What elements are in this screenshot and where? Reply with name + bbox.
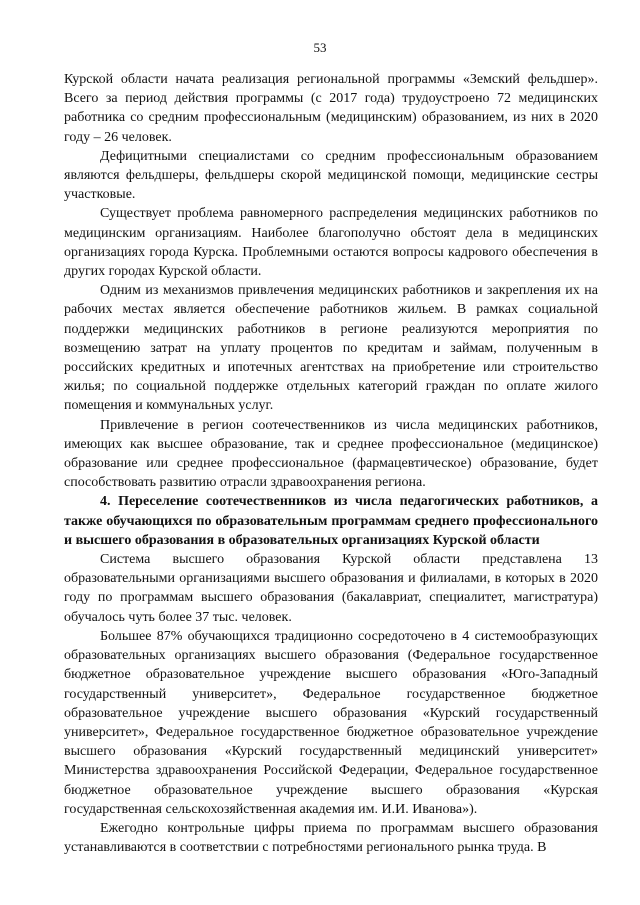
page-number: 53 — [313, 40, 327, 55]
paragraph: Большее 87% обучающихся традиционно сосредоточено в 4 системообразующих образовательных организациях высшего образования (Федеральное государственное бюджетное образовательное учреждение высшего образования «Юго-Западный государственный университет», Федеральное государственное бюджетное образовательное учреждение высшего образования «Курский государственный университет», Федеральное государственное бюджетное образовательное учреждение высшего образования «Курский государственный медицинский университет» Министерства здравоохранения Российской Федерации, Федеральное государственное бюджетное образовательное учреждение высшего образования «Курская государственная сельскохозяйственная академия им. И.И. Иванова»). — [64, 628, 598, 817]
paragraph: Дефицитными специалистами со средним профессиональным образованием являются фельдшеры, фельдшеры скорой медицинской помощи, медицинские сестры участковые. — [64, 148, 598, 203]
paragraph: Одним из механизмов привлечения медицинских работников и закрепления их на рабочих местах является обеспечение работников жильем. В рамках социальной поддержки медицинских работников в регионе реализуются мероприятия по возмещению затрат на уплату процентов по кредитам и займам, полученным в российских кредитных и ипотечных агентствах на приобретение или строительство жилья; по социальной поддержке отдельных категорий граждан по оплате жилого помещения и коммунальных услуг. — [64, 283, 598, 414]
paragraph: Курской области начата реализация региональной программы «Земский фельдшер». Всего за период действия программы (с 2017 года) трудоустроено 72 медицинских работника со средним профессиональным (медицинским) образованием, из них в 2020 году – 26 человек. — [64, 72, 598, 145]
section-heading: 4. Переселение соотечественников из числа педагогических работников, а также обучающихся по образовательным программам среднего профессионального и высшего образования в образовательных организациях Курской области — [64, 494, 598, 548]
paragraph: Система высшего образования Курской области представлена 13 образовательными организациями высшего образования и филиалами, в которых в 2020 году по программам высшего образования (бакалавриат, специалитет, магистратура) обучалось чуть более 37 тыс. человек. — [64, 552, 598, 625]
paragraph: Ежегодно контрольные цифры приема по программам высшего образования устанавливаются в соответствии с потребностями регионального рынка труда. В — [64, 820, 598, 856]
document-body — [64, 70, 598, 857]
paragraph: Привлечение в регион соотечественников из числа медицинских работников, имеющих как высшее образование, так и среднее профессиональное (медицинское) образование или среднее профессиональное (фармацевтическое) образование, будет способствовать развитию отрасли здравоохранения региона. — [64, 417, 598, 491]
paragraph: Существует проблема равномерного распределения медицинских работников по медицинским организациям. Наиболее благополучно обстоят дела в медицинских организациях города Курска. Проблемными остаются вопросы кадрового обеспечения в других городах Курской области. — [64, 206, 598, 280]
